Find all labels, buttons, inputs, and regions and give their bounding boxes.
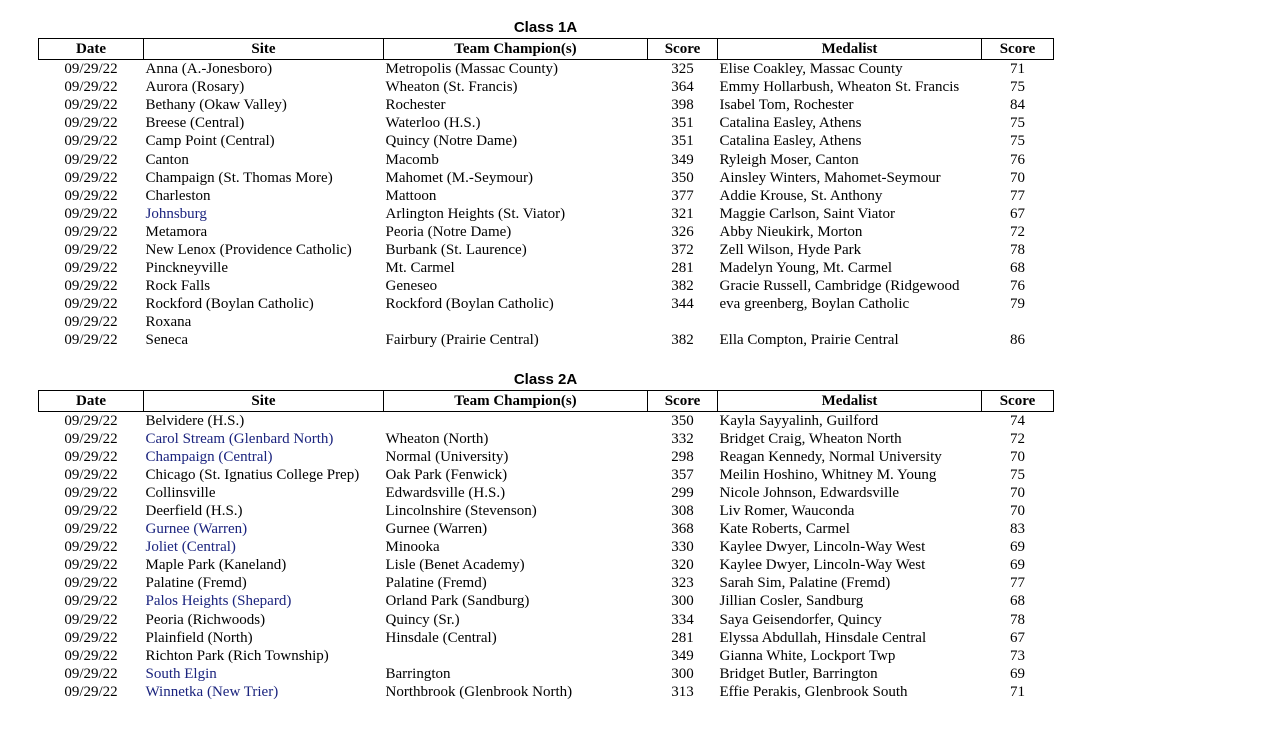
medalist-cell: Addie Krouse, St. Anthony [719,187,883,204]
table-row [39,132,1054,150]
site-link[interactable]: Palos Heights (Shepard) [145,593,292,610]
medalist-score-cell: 75 [1010,115,1025,132]
column-header: Team Champion(s) [384,390,648,411]
table-row [39,241,1054,259]
site-cell: Chicago (St. Ignatius College Prep) [145,466,360,483]
team-champion-cell: Geneseo [385,278,438,295]
team-champion-cell: Palatine (Fremd) [385,575,487,592]
site-link[interactable]: Joliet (Central) [145,539,236,556]
site-cell: Peoria (Richwoods) [145,611,266,628]
table-row [39,60,1054,79]
team-score-cell: 320 [671,557,694,574]
team-champion-cell: Lincolnshire (Stevenson) [385,503,537,520]
header-row [39,39,1054,60]
medalist-cell: Emmy Hollarbush, Wheaton St. Francis [719,79,960,96]
team-score-cell: 349 [671,151,694,168]
date-cell: 09/29/22 [64,260,118,277]
date-cell: 09/29/22 [64,629,118,646]
date-cell: 09/29/22 [64,278,118,295]
date-cell: 09/29/22 [64,223,118,240]
table-row [39,295,1054,313]
team-champion-cell: Arlington Heights (St. Viator) [385,205,566,222]
date-cell: 09/29/22 [64,575,118,592]
team-score-cell: 330 [671,539,694,556]
site-cell: Plainfield (North) [145,629,253,646]
table-row [39,169,1054,187]
medalist-score-cell: 77 [1010,575,1025,592]
medalist-score-cell: 78 [1010,611,1025,628]
table-row [39,313,1054,331]
team-score-cell: 364 [671,79,694,96]
date-cell: 09/29/22 [64,593,118,610]
team-champion-cell: Mt. Carmel [385,260,455,277]
team-score-cell: 382 [671,278,694,295]
team-score-cell: 299 [671,484,694,501]
team-champion-cell [384,647,648,665]
medalist-cell: Maggie Carlson, Saint Viator [719,205,895,222]
medalist-cell: Gianna White, Lockport Twp [719,647,896,664]
date-cell: 09/29/22 [64,115,118,132]
medalist-cell: Saya Geisendorfer, Quincy [719,611,882,628]
team-champion-cell: Northbrook (Glenbrook North) [385,683,573,700]
column-header: Site [144,390,384,411]
site-cell: Aurora (Rosary) [145,79,245,96]
date-cell: 09/29/22 [64,412,118,429]
team-score-cell: 281 [671,629,694,646]
section-title: Class 1A [513,19,578,36]
table-row [39,556,1054,574]
results-table [38,390,1054,702]
column-header: Medalist [718,390,982,411]
date-cell: 09/29/22 [64,466,118,483]
medalist-cell: Sarah Sim, Palatine (Fremd) [719,575,891,592]
medalist-score-cell: 70 [1010,448,1025,465]
date-cell: 09/29/22 [64,332,118,349]
medalist-score-cell [982,313,1054,331]
team-score-cell: 398 [671,97,694,114]
team-champion-cell: Oak Park (Fenwick) [385,466,508,483]
date-cell: 09/29/22 [64,647,118,664]
team-champion-cell: Macomb [385,151,439,168]
column-header: Date [39,39,144,60]
team-score-cell: 281 [671,260,694,277]
team-score-cell: 313 [671,683,694,700]
medalist-score-cell: 72 [1010,223,1025,240]
table-row [39,96,1054,114]
column-header: Score [982,39,1054,60]
site-link[interactable]: Johnsburg [145,205,207,222]
date-cell: 09/29/22 [64,241,118,258]
medalist-cell: Liv Romer, Wauconda [719,503,855,520]
team-champion-cell: Edwardsville (H.S.) [385,484,506,501]
medalist-score-cell: 71 [1010,683,1025,700]
date-cell: 09/29/22 [64,79,118,96]
site-link[interactable]: Carol Stream (Glenbard North) [145,430,334,447]
site-cell: Champaign (St. Thomas More) [145,169,333,186]
medalist-cell: eva greenberg, Boylan Catholic [719,296,910,313]
medalist-cell: Ella Compton, Prairie Central [719,332,899,349]
medalist-cell: Ryleigh Moser, Canton [719,151,859,168]
date-cell: 09/29/22 [64,521,118,538]
team-score-cell: 298 [671,448,694,465]
team-champion-cell: Minooka [385,539,440,556]
medalist-cell: Ainsley Winters, Mahomet-Seymour [719,169,941,186]
medalist-score-cell: 70 [1010,484,1025,501]
team-score-cell: 344 [671,296,694,313]
site-cell: Camp Point (Central) [145,133,275,150]
column-header: Team Champion(s) [384,39,648,60]
date-cell: 09/29/22 [64,61,118,78]
column-header: Date [39,390,144,411]
site-link[interactable]: Gurnee (Warren) [145,521,248,538]
medalist-cell [718,313,982,331]
table-row [39,114,1054,132]
site-cell: Charleston [145,187,211,204]
table-row [39,502,1054,520]
date-cell: 09/29/22 [64,314,118,331]
site-cell: Roxana [145,314,192,331]
date-cell: 09/29/22 [64,151,118,168]
date-cell: 09/29/22 [64,557,118,574]
table-row [39,187,1054,205]
team-champion-cell [384,411,648,430]
site-cell: Bethany (Okaw Valley) [145,97,287,114]
table-row [39,484,1054,502]
medalist-cell: Kaylee Dwyer, Lincoln-Way West [719,557,926,574]
medalist-cell: Gracie Russell, Cambridge (Ridgewood [719,278,960,295]
site-cell: Belvidere (H.S.) [145,412,245,429]
site-link[interactable]: Champaign (Central) [145,448,273,465]
date-cell: 09/29/22 [64,683,118,700]
site-cell: Richton Park (Rich Township) [145,647,329,664]
site-cell: Metamora [145,223,208,240]
team-champion-cell: Rochester [385,97,446,114]
medalist-score-cell: 69 [1010,665,1025,682]
team-champion-cell [384,313,648,331]
team-champion-cell: Orland Park (Sandburg) [385,593,530,610]
medalist-score-cell: 69 [1010,539,1025,556]
medalist-score-cell: 69 [1010,557,1025,574]
class-section [38,18,1053,350]
results-page [38,18,1053,701]
team-score-cell: 357 [671,466,694,483]
class-section [38,370,1053,702]
column-header: Medalist [718,39,982,60]
medalist-score-cell: 70 [1010,169,1025,186]
team-score-cell: 377 [671,187,694,204]
site-cell: Canton [145,151,189,168]
table-row [39,538,1054,556]
team-score-cell: 325 [671,61,694,78]
table-row [39,430,1054,448]
team-champion-cell: Rockford (Boylan Catholic) [385,296,554,313]
team-score-cell: 300 [671,593,694,610]
team-score-cell: 372 [671,241,694,258]
date-cell: 09/29/22 [64,611,118,628]
header-row [39,390,1054,411]
team-champion-cell: Mattoon [385,187,437,204]
table-row [39,665,1054,683]
team-score-cell: 349 [671,647,694,664]
site-cell: Pinckneyville [145,260,228,277]
site-cell: Anna (A.-Jonesboro) [145,61,273,78]
table-row [39,574,1054,592]
column-header: Score [648,39,718,60]
results-table [38,38,1054,350]
team-score-cell: 368 [671,521,694,538]
team-score-cell: 351 [671,115,694,132]
site-cell: Seneca [145,332,188,349]
table-row [39,205,1054,223]
medalist-cell: Catalina Easley, Athens [719,133,862,150]
team-champion-cell: Peoria (Notre Dame) [385,223,512,240]
medalist-cell: Bridget Butler, Barrington [719,665,878,682]
table-row [39,466,1054,484]
medalist-cell: Effie Perakis, Glenbrook South [719,683,908,700]
medalist-score-cell: 86 [1010,332,1025,349]
medalist-cell: Kaylee Dwyer, Lincoln-Way West [719,539,926,556]
team-champion-cell: Waterloo (H.S.) [385,115,481,132]
date-cell: 09/29/22 [64,205,118,222]
medalist-cell: Madelyn Young, Mt. Carmel [719,260,892,277]
section-title: Class 2A [513,370,578,388]
table-row [39,259,1054,277]
medalist-cell: Bridget Craig, Wheaton North [719,430,902,447]
table-row [39,411,1054,430]
column-header: Score [982,390,1054,411]
team-champion-cell: Quincy (Notre Dame) [385,133,518,150]
table-row [39,448,1054,466]
medalist-cell: Kayla Sayyalinh, Guilford [719,412,879,429]
medalist-cell: Abby Nieukirk, Morton [719,223,863,240]
table-row [39,611,1054,629]
date-cell: 09/29/22 [64,169,118,186]
team-champion-cell: Mahomet (M.-Seymour) [385,169,533,186]
medalist-score-cell: 72 [1010,430,1025,447]
medalist-score-cell: 75 [1010,79,1025,96]
date-cell: 09/29/22 [64,484,118,501]
team-champion-cell: Burbank (St. Laurence) [385,241,527,258]
site-cell: Deerfield (H.S.) [145,503,243,520]
site-cell: Rock Falls [145,278,211,295]
team-score-cell: 332 [671,430,694,447]
medalist-cell: Catalina Easley, Athens [719,115,862,132]
team-champion-cell: Fairbury (Prairie Central) [385,332,539,349]
medalist-score-cell: 67 [1010,205,1025,222]
table-row [39,683,1054,701]
medalist-cell: Zell Wilson, Hyde Park [719,241,862,258]
medalist-score-cell: 83 [1010,521,1025,538]
site-cell: Breese (Central) [145,115,245,132]
date-cell: 09/29/22 [64,448,118,465]
team-score-cell: 321 [671,205,694,222]
site-cell: Collinsville [145,484,216,501]
medalist-cell: Jillian Cosler, Sandburg [719,593,864,610]
medalist-score-cell: 73 [1010,647,1025,664]
date-cell: 09/29/22 [64,187,118,204]
date-cell: 09/29/22 [64,97,118,114]
date-cell: 09/29/22 [64,665,118,682]
table-row [39,223,1054,241]
team-champion-cell: Barrington [385,665,451,682]
table-row [39,78,1054,96]
team-champion-cell: Hinsdale (Central) [385,629,497,646]
date-cell: 09/29/22 [64,133,118,150]
team-score-cell: 351 [671,133,694,150]
team-champion-cell: Metropolis (Massac County) [385,61,558,78]
table-row [39,150,1054,168]
team-champion-cell: Wheaton (St. Francis) [385,79,518,96]
team-score-cell: 350 [671,412,694,429]
column-header: Site [144,39,384,60]
team-score-cell: 308 [671,503,694,520]
medalist-cell: Elyssa Abdullah, Hinsdale Central [719,629,927,646]
site-link[interactable]: Winnetka (New Trier) [145,683,279,700]
team-champion-cell: Quincy (Sr.) [385,611,460,628]
medalist-cell: Nicole Johnson, Edwardsville [719,484,900,501]
medalist-score-cell: 76 [1010,278,1025,295]
medalist-score-cell: 76 [1010,151,1025,168]
table-row [39,592,1054,610]
table-row [39,647,1054,665]
medalist-score-cell: 71 [1010,61,1025,78]
table-row [39,331,1054,349]
medalist-score-cell: 68 [1010,260,1025,277]
medalist-cell: Meilin Hoshino, Whitney M. Young [719,466,937,483]
medalist-score-cell: 75 [1010,133,1025,150]
team-score-cell: 382 [671,332,694,349]
table-row [39,277,1054,295]
medalist-score-cell: 74 [1010,412,1025,429]
table-row [39,520,1054,538]
medalist-score-cell: 78 [1010,241,1025,258]
team-champion-cell: Normal (University) [385,448,509,465]
table-row [39,629,1054,647]
medalist-score-cell: 68 [1010,593,1025,610]
site-cell: New Lenox (Providence Catholic) [145,241,352,258]
team-champion-cell: Wheaton (North) [385,430,489,447]
medalist-score-cell: 77 [1010,187,1025,204]
team-score-cell: 300 [671,665,694,682]
site-cell: Maple Park (Kaneland) [145,557,287,574]
team-score-cell: 323 [671,575,694,592]
column-header: Score [648,390,718,411]
medalist-score-cell: 67 [1010,629,1025,646]
medalist-cell: Reagan Kennedy, Normal University [719,448,942,465]
team-score-cell [648,313,718,331]
team-score-cell: 334 [671,611,694,628]
medalist-score-cell: 75 [1010,466,1025,483]
team-champion-cell: Lisle (Benet Academy) [385,557,525,574]
site-cell: Rockford (Boylan Catholic) [145,296,314,313]
date-cell: 09/29/22 [64,539,118,556]
site-link[interactable]: South Elgin [145,665,217,682]
medalist-cell: Elise Coakley, Massac County [719,61,903,78]
team-score-cell: 326 [671,223,694,240]
date-cell: 09/29/22 [64,503,118,520]
site-cell: Palatine (Fremd) [145,575,247,592]
medalist-score-cell: 79 [1010,296,1025,313]
medalist-cell: Isabel Tom, Rochester [719,97,854,114]
date-cell: 09/29/22 [64,296,118,313]
medalist-cell: Kate Roberts, Carmel [719,521,850,538]
team-champion-cell: Gurnee (Warren) [385,521,488,538]
medalist-score-cell: 70 [1010,503,1025,520]
date-cell: 09/29/22 [64,430,118,447]
medalist-score-cell: 84 [1010,97,1025,114]
team-score-cell: 350 [671,169,694,186]
